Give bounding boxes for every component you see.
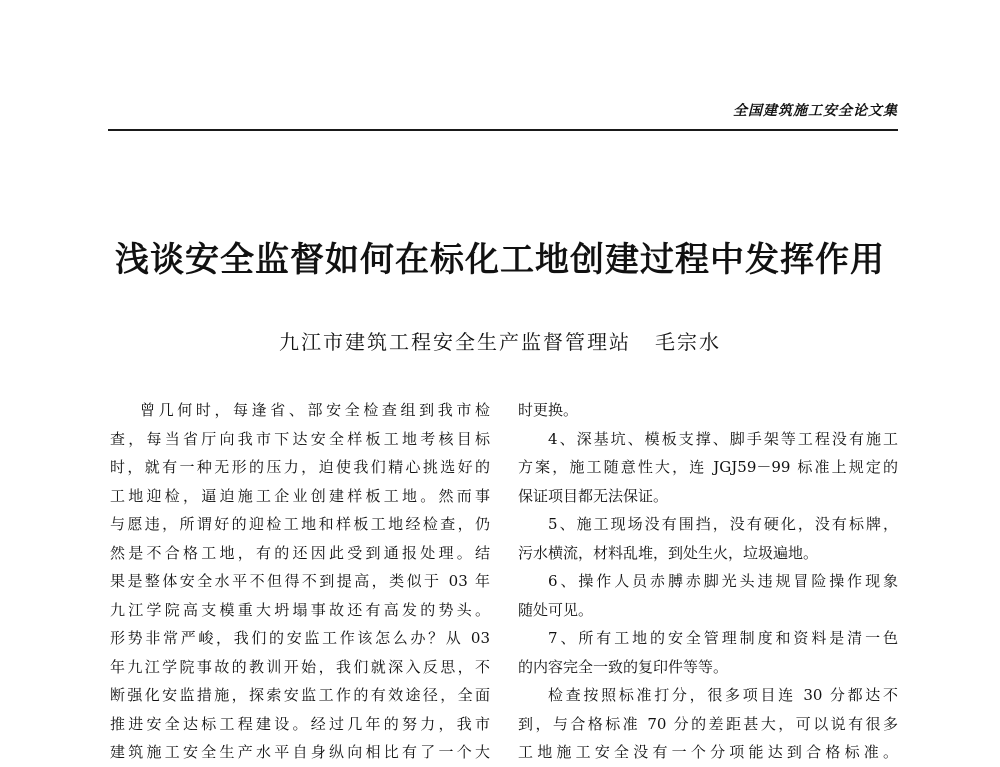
text-line: 工地迎检，逼迫施工企业创建样板工地。然而事	[110, 486, 490, 505]
text-line: 的内容完全一致的复印件等等。	[518, 657, 729, 676]
text-line: 污水横流，材料乱堆，到处生火，垃圾遍地。	[518, 543, 819, 562]
text-line: 与愿违，所谓好的迎检工地和样板工地经检查，仍	[110, 515, 490, 533]
text-line: 时，就有一种无形的压力，迫使我们精心挑选好的	[110, 458, 490, 476]
byline	[0, 326, 1000, 355]
text-line: 时更换。	[518, 401, 579, 419]
text-line: 到，与合格标准 70 分的差距甚大，可以说有很多	[518, 714, 898, 733]
author-name: 毛宗水	[655, 330, 721, 354]
text-line: 检查按照标准打分，很多项目连 30 分都达不	[548, 686, 898, 704]
text-line: 7、所有工地的安全管理制度和资料是清一色	[548, 629, 898, 647]
text-line: 然是不合格工地，有的还因此受到通报处理。结	[110, 543, 490, 562]
header-rule	[108, 129, 898, 131]
left-column	[110, 396, 490, 767]
text-line: 工地施工安全没有一个分项能达到合格标准。	[518, 743, 898, 761]
text-line: 方案，施工随意性大，连 JGJ59－99 标准上规定的	[518, 458, 898, 476]
text-line: 九江学院高支模重大坍塌事故还有高发的势头。	[110, 600, 490, 619]
text-line: 形势非常严峻，我们的安监工作该怎么办？从 03	[110, 629, 490, 647]
text-line: 建筑施工安全生产水平自身纵向相比有了一个大	[110, 743, 490, 761]
text-line: 曾几何时，每逢省、部安全检查组到我市检	[140, 401, 490, 419]
text-line: 断强化安监措施，探索安监工作的有效途径，全面	[110, 686, 490, 704]
text-line: 年九江学院事故的教训开始，我们就深入反思，不	[110, 657, 490, 676]
text-line: 查，每当省厅向我市下达安全样板工地考核目标	[110, 429, 490, 448]
text-line: 保证项目都无法保证。	[518, 486, 669, 505]
text-line: 4、深基坑、模板支撑、脚手架等工程没有施工	[548, 429, 898, 448]
right-column	[518, 396, 898, 767]
text-line: 推进安全达标工程建设。经过几年的努力，我市	[110, 714, 490, 733]
article-title: 浅谈安全监督如何在标化工地创建过程中发挥作用	[115, 240, 885, 280]
running-head: 全国建筑施工安全论文集	[733, 103, 898, 119]
text-line: 随处可见。	[518, 600, 594, 619]
text-line: 果是整体安全水平不但得不到提高，类似于 03 年	[110, 572, 490, 590]
text-line: 5、施工现场没有围挡，没有硬化，没有标牌，	[548, 515, 898, 533]
text-line: 6、操作人员赤膊赤脚光头违规冒险操作现象	[548, 572, 898, 590]
author-organization: 九江市建筑工程安全生产监督管理站	[279, 330, 631, 354]
